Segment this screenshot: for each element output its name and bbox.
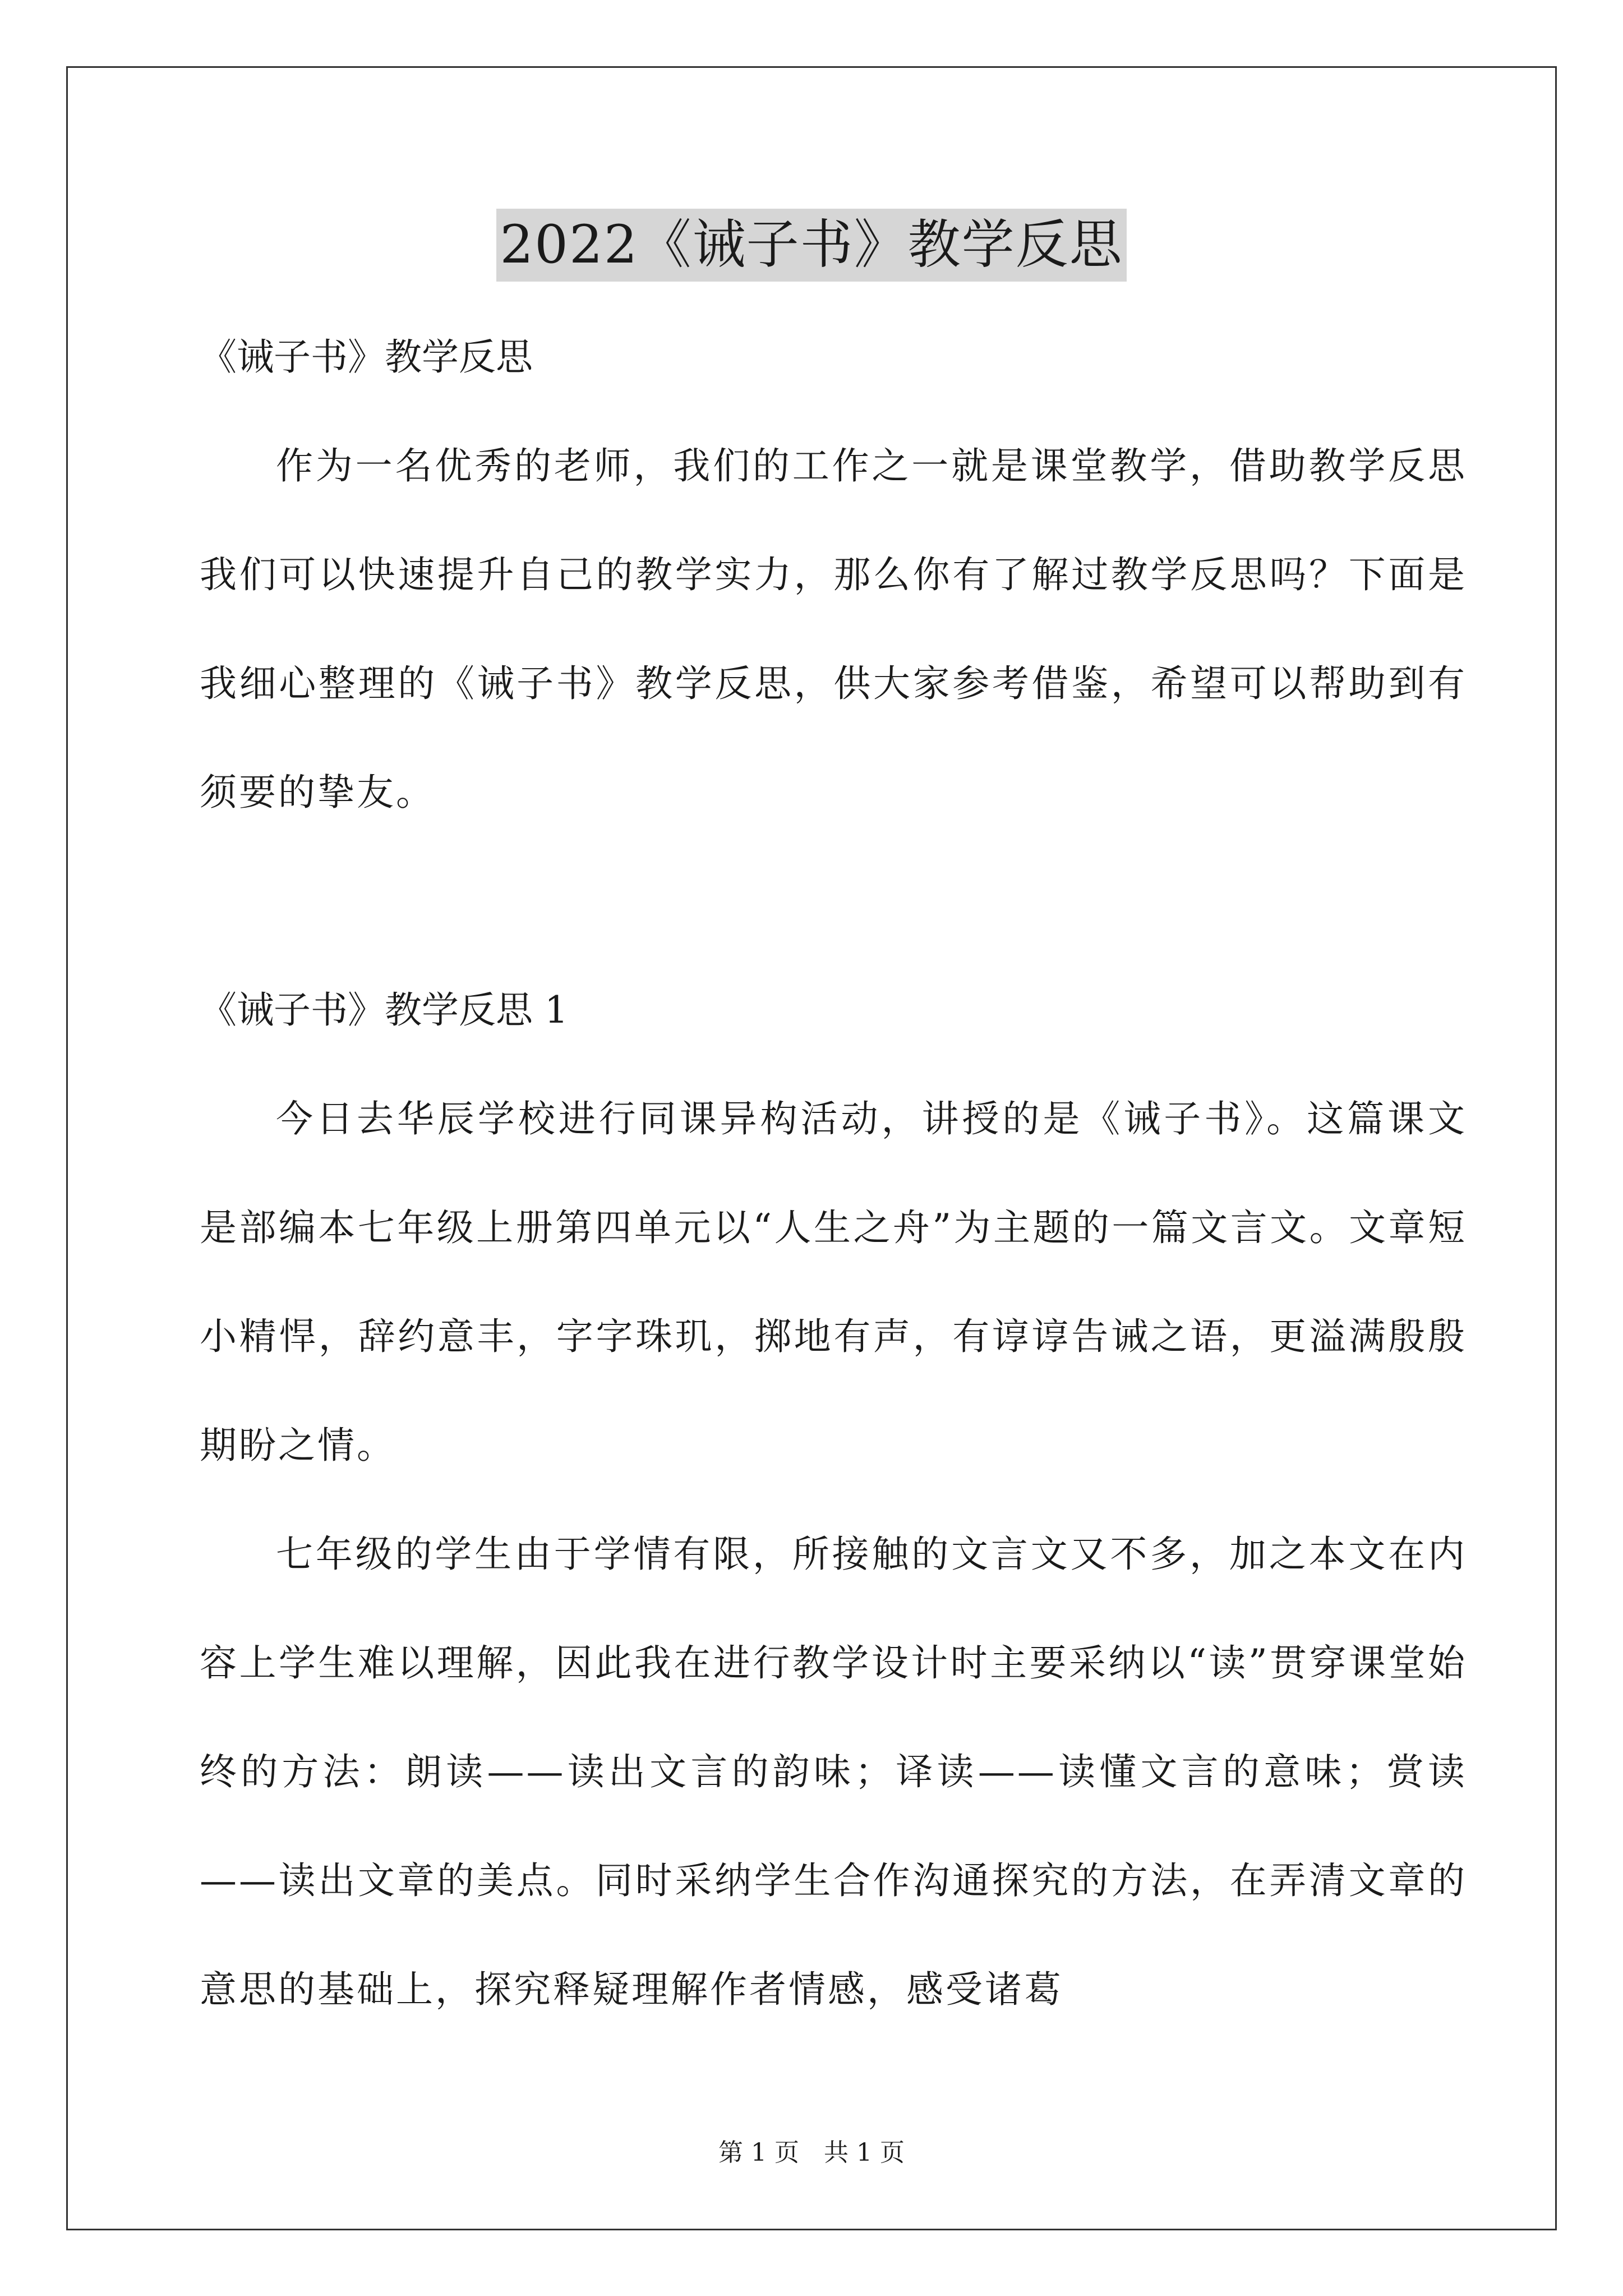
document-title: 2022《诫子书》教学反思 xyxy=(496,209,1126,282)
intro-paragraph: 作为一名优秀的老师，我们的工作之一就是课堂教学，借助教学反思我们可以快速提升自己的教学实力，那么你有了解过教学反思吗？下面是我细心整理的《诫子书》教学反思，供大家参考借鉴，希望可以帮助到有须要的挚友。 xyxy=(200,444,1467,814)
section-heading-intro: 《诫子书》教学反思 xyxy=(200,335,533,379)
title-container xyxy=(0,209,1623,282)
section-heading-1: 《诫子书》教学反思 1 xyxy=(200,988,568,1032)
document-body xyxy=(200,303,1467,2044)
page-footer: 第 1 页 共 1 页 xyxy=(718,2138,905,2167)
section-spacer xyxy=(200,847,1467,956)
section-1-paragraph-2: 七年级的学生由于学情有限，所接触的文言文又不多，加之本文在内容上学生难以理解，因此我在进行教学设计时主要采纳以“读”贯穿课堂始终的方法：朗读——读出文言的韵味；译读——读懂文言的意味；赏读——读出文章的美点。同时采纳学生合作沟通探究的方法，在弄清文章的意思的基础上，探究释疑理解作者情感，感受诸葛 xyxy=(200,1533,1467,2011)
section-1-paragraph-1: 今日去华辰学校进行同课异构活动，讲授的是《诫子书》。这篇课文是部编本七年级上册第四单元以“人生之舟”为主题的一篇文言文。文章短小精悍，辞约意丰，字字珠玑，掷地有声，有谆谆告诫之语，更溢满殷殷期盼之情。 xyxy=(200,1097,1467,1467)
